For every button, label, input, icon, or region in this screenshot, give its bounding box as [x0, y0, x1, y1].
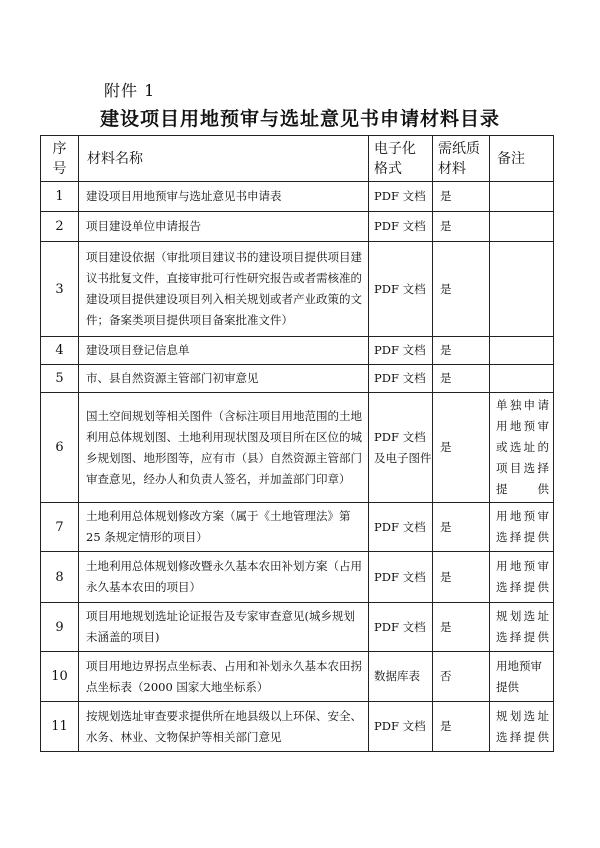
row-name: 土地利用总体规划修改方案（属于《土地管理法》第 25 条规定情形的项目）: [79, 503, 369, 552]
materials-table: [40, 135, 554, 752]
header-format: 电子化 格式: [369, 136, 433, 182]
table-row: [41, 552, 554, 603]
row-name: 土地利用总体规划修改暨永久基本农田补划方案（占用永久基本农田的项目）: [79, 552, 369, 603]
row-name: 建设项目登记信息单: [79, 337, 369, 365]
row-seq: 9: [41, 603, 79, 652]
row-paper: 是: [433, 242, 490, 337]
row-seq: 6: [41, 393, 79, 503]
row-format: PDF 文档: [369, 702, 433, 752]
table-row: [41, 702, 554, 752]
row-name: 项目建设依据（审批项目建议书的建设项目提供项目建议书批复文件，直接审批可行性研究报告或者需核准的建设项目提供建设项目列入相关规划或者产业政策的文件；备案类项目提供项目备案批准文件）: [79, 242, 369, 337]
row-format: PDF 文档: [369, 337, 433, 365]
table-row: [41, 182, 554, 212]
header-name: 材料名称: [79, 136, 369, 182]
row-seq: 1: [41, 182, 79, 212]
document-title: 建设项目用地预审与选址意见书申请材料目录: [99, 108, 500, 130]
row-note: 规划选址选择提供: [490, 603, 554, 652]
header-note: 备注: [490, 136, 554, 182]
row-format: PDF 文档: [369, 182, 433, 212]
row-format: PDF 文档及电子图件: [369, 393, 433, 503]
row-note: [490, 212, 554, 242]
row-note: 单独申请用地预审或选址的项目选择提供: [490, 393, 554, 503]
row-paper: 是: [433, 503, 490, 552]
row-name: 项目用地规划选址论证报告及专家审查意见(城乡规划未涵盖的项目): [79, 603, 369, 652]
row-paper: 是: [433, 182, 490, 212]
row-note: 用地预审选择提供: [490, 503, 554, 552]
row-paper: 是: [433, 552, 490, 603]
row-seq: 2: [41, 212, 79, 242]
row-note: [490, 182, 554, 212]
row-paper: 是: [433, 365, 490, 393]
row-note: 用地预审提供: [490, 652, 554, 702]
table-row: [41, 212, 554, 242]
table-row: [41, 242, 554, 337]
row-name: 建设项目用地预审与选址意见书申请表: [79, 182, 369, 212]
row-paper: 是: [433, 393, 490, 503]
table-row: [41, 393, 554, 503]
row-seq: 7: [41, 503, 79, 552]
row-format: PDF 文档: [369, 603, 433, 652]
row-format: PDF 文档: [369, 242, 433, 337]
row-format: PDF 文档: [369, 212, 433, 242]
row-name: 按规划选址审查要求提供所在地县级以上环保、安全、水务、林业、文物保护等相关部门意见: [79, 702, 369, 752]
row-seq: 4: [41, 337, 79, 365]
table-row: [41, 365, 554, 393]
row-paper: 是: [433, 337, 490, 365]
row-paper: 否: [433, 652, 490, 702]
row-note: [490, 337, 554, 365]
table-row: [41, 503, 554, 552]
header-seq: 序 号: [41, 136, 79, 182]
row-format: PDF 文档: [369, 503, 433, 552]
row-seq: 8: [41, 552, 79, 603]
table-row: [41, 603, 554, 652]
row-paper: 是: [433, 212, 490, 242]
row-name: 项目用地边界拐点坐标表、占用和补划永久基本农田拐点坐标表（2000 国家大地坐标系）: [79, 652, 369, 702]
row-name: 市、县自然资源主管部门初审意见: [79, 365, 369, 393]
row-name: 国土空间规划等相关图件（含标注项目用地范围的土地利用总体规划图、土地利用现状图及项目所在区位的城乡规划图、地形图等，应有市（县）自然资源主管部门审查意见，经办人和负责人签名，并加盖部门印章）: [79, 393, 369, 503]
table-row: [41, 652, 554, 702]
row-seq: 3: [41, 242, 79, 337]
row-note: [490, 242, 554, 337]
row-format: PDF 文档: [369, 365, 433, 393]
table-row: [41, 337, 554, 365]
row-paper: 是: [433, 702, 490, 752]
attachment-label: 附件 1: [104, 81, 156, 100]
header-row: [41, 136, 554, 182]
row-name: 项目建设单位申请报告: [79, 212, 369, 242]
row-seq: 10: [41, 652, 79, 702]
row-format: 数据库表: [369, 652, 433, 702]
row-format: PDF 文档: [369, 552, 433, 603]
row-note: 用地预审选择提供: [490, 552, 554, 603]
header-paper: 需纸质 材料: [433, 136, 490, 182]
row-note: 规划选址选择提供: [490, 702, 554, 752]
row-note: [490, 365, 554, 393]
row-seq: 5: [41, 365, 79, 393]
row-seq: 11: [41, 702, 79, 752]
row-paper: 是: [433, 603, 490, 652]
